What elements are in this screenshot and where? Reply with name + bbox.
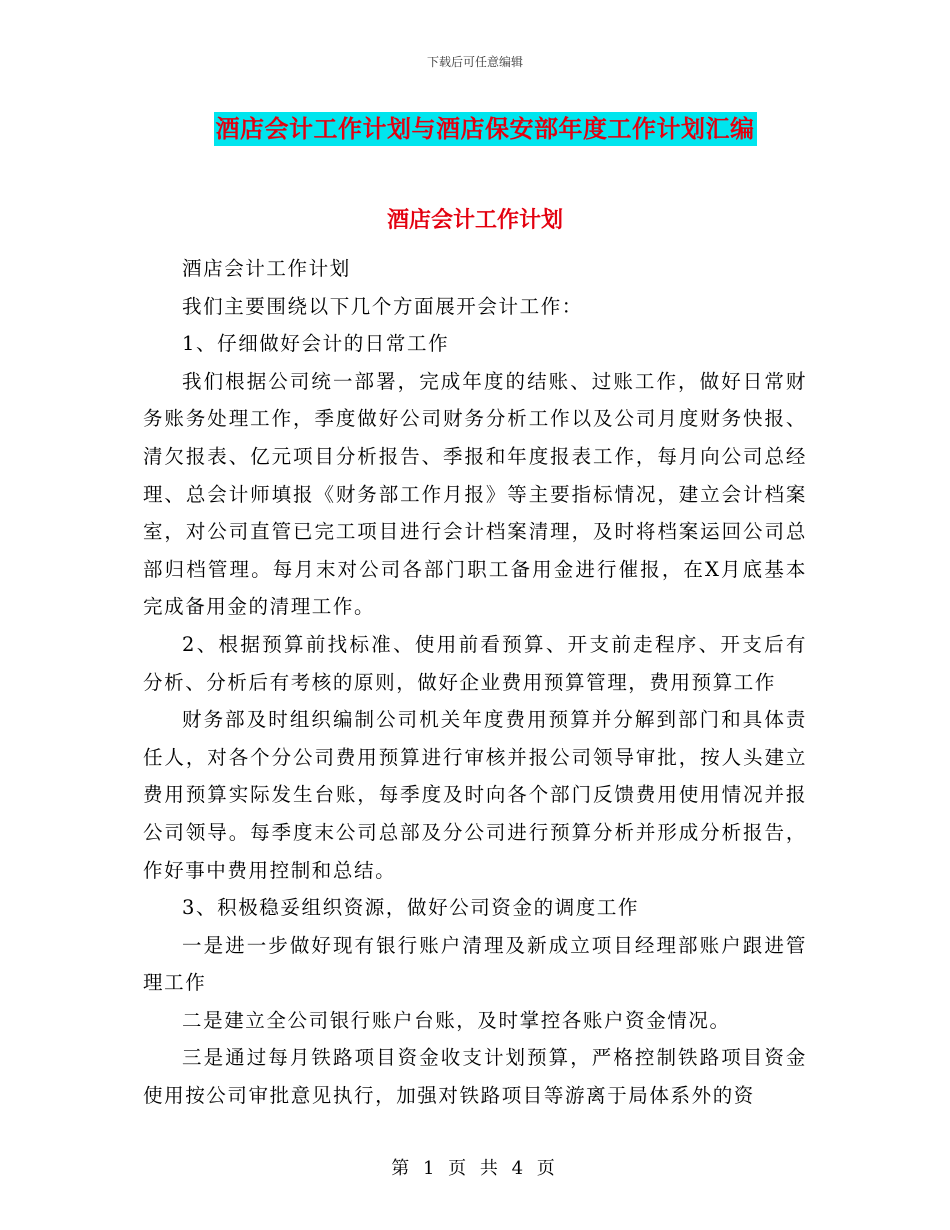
paragraph: 财务部及时组织编制公司机关年度费用预算并分解到部门和具体责任人，对各个分公司费用预算进行审核并报公司领导审批，按人头建立费用预算实际发生台账，每季度及时向各个部门反馈费用使用情况并报公司领导。每季度末公司总部及分公司进行预算分析并形成分析报告，作好事中费用控制和总结。: [143, 708, 807, 882]
page-footer: 第 1 页 共 4 页: [391, 1158, 559, 1179]
paragraph: 3、积极稳妥组织资源，做好公司资金的调度工作: [182, 896, 640, 920]
paragraph: 酒店会计工作计划: [182, 257, 351, 280]
main-title-container: [0, 112, 950, 146]
section-title: 酒店会计工作计划: [386, 207, 563, 233]
document-body: [143, 250, 807, 1115]
paragraph: 我们主要围绕以下几个方面展开会计工作：: [182, 294, 583, 318]
paragraph: 一是进一步做好现有银行账户清理及新成立项目经理部账户跟进管理工作: [143, 933, 807, 995]
header-note: 下载后可任意编辑: [426, 55, 523, 69]
paragraph: 2、根据预算前找标准、使用前看预算、开支前走程序、开支后有分析、分析后有考核的原则，做好企业费用预算管理，费用预算工作: [143, 632, 807, 694]
main-title: 酒店会计工作计划与酒店保安部年度工作计划汇编: [214, 112, 757, 146]
paragraph: 三是通过每月铁路项目资金收支计划预算，严格控制铁路项目资金使用按公司审批意见执行，加强对铁路项目等游离于局体系外的资: [143, 1046, 807, 1108]
paragraph: 我们根据公司统一部署，完成年度的结账、过账工作，做好日常财务账务处理工作，季度做好公司财务分析工作以及公司月度财务快报、清欠报表、亿元项目分析报告、季报和年度报表工作，每月向公司总经理、总会计师填报《财务部工作月报》等主要指标情况，建立会计档案室，对公司直管已完工项目进行会计档案清理，及时将档案运回公司总部归档管理。每月末对公司各部门职工备用金进行催报，在X月底基本完成备用金的清理工作。: [143, 369, 807, 619]
paragraph: 二是建立全公司银行账户台账，及时掌控各账户资金情况。: [182, 1008, 731, 1032]
paragraph: 1、仔细做好会计的日常工作: [182, 332, 450, 356]
